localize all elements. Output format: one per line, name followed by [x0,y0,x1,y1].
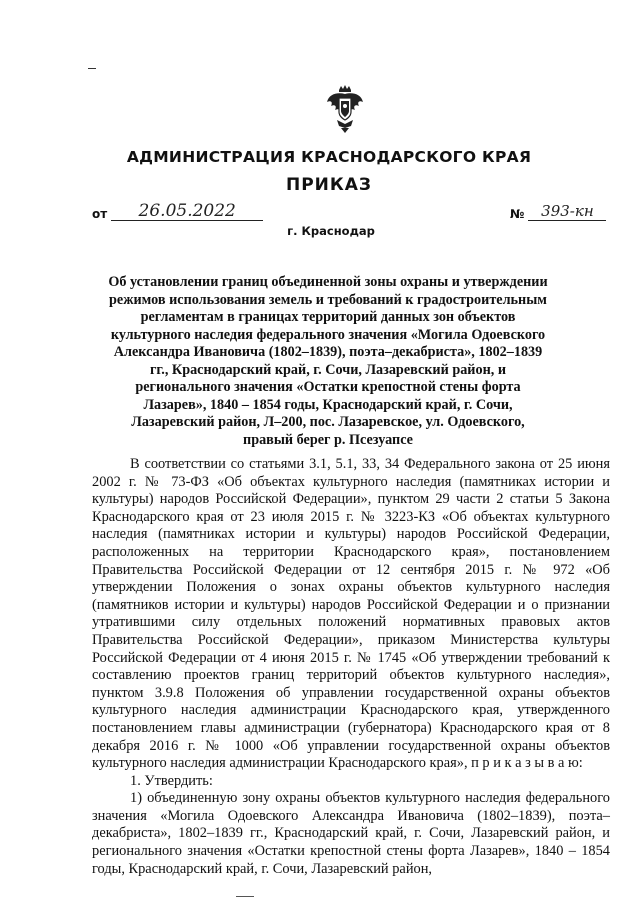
number-field [510,202,606,221]
footer-mark [236,896,254,897]
number-handwritten: 393-кн [528,202,606,221]
date-field [92,202,263,221]
item-1: 1. Утвердить: [130,772,213,789]
agency-name: АДМИНИСТРАЦИЯ КРАСНОДАРСКОГО КРАЯ [126,148,532,166]
city: г. Краснодар [287,224,375,238]
margin-dash [88,68,96,69]
preamble-paragraph: В соответствии со статьями 3.1, 5.1, 33, 34 Федерального закона от 25 июня 2002 г. № 73-ФЗ «Об объектах культурного наследия (памятниках истории и культуры) народов Российской Федерации», пунктом 29 части 2 статьи 5 Закона Краснодарского края от 23 июля 2015 г. № 3223-КЗ «Об объектах культурного наследия (памятниках истории и культуры) народов Российской Федерации, расположенных на территории Краснодарского края», постановлением Правительства Российской Федерации от 12 сентября 2015 г. № 972 «Об утверждении Положения о зонах охраны объектов культурного наследия (памятников истории и культуры) народов Российской Федерации и о признании утратившими силу отдельных положений нормативных правовых актов Правительства Российской Федерации», приказом Министерства культуры Российской Федерации от 4 июня 2015 г. № 1745 «Об утверждении требований к составлению проектов границ территорий объектов культурного наследия», пунктом 3.9.8 Положения об управлении государственной охраны объектов культурного наследия администрации Краснодарского края, утвержденного постановлением главы администрации (губернатора) Краснодарского края от 8 декабря 2016 г. № 1000 «Об управлении государственной охраны объектов культурного наследия администрации Краснодарского края», п р и к а з ы в а ю: [92,456,610,772]
date-handwritten: 26.05.2022 [111,202,263,221]
document-type: ПРИКАЗ [285,175,373,195]
date-prefix: от [92,207,108,221]
document-body [92,456,610,878]
number-prefix: № [510,207,525,221]
coat-of-arms-icon [325,84,365,134]
document-title: Об установлении границ объединенной зоны охраны и утверждении режимов использования земель и требований к градостроительным регламентам в границах территорий данных зон объектов культурного наследия федерального значения «Могила Одоевского Александра Ивановича (1802–1839), поэта–декабриста», 1802–1839 гг., Краснодарский край, г. Сочи, Лазаревский район, и регионального значения «Остатки крепостной стены форта Лазарев», 1840 – 1854 годы, Краснодарский край, г. Сочи, Лазаревский район, Л–200, пос. Лазаревское, ул. Одоевского, правый берег р. Псезуапсе [108,274,548,448]
item-1-1: 1) объединенную зону охраны объектов культурного наследия федерального значения «Могила Одоевского Александра Ивановича (1802–1839), поэта–декабриста», 1802–1839 гг., Краснодарский край, г. Сочи, Лазаревский район, и регионального значения «Остатки крепостной стены форта Лазарев», 1840 – 1854 годы, Краснодарский край, г. Сочи, Лазаревский район, [92,790,610,877]
